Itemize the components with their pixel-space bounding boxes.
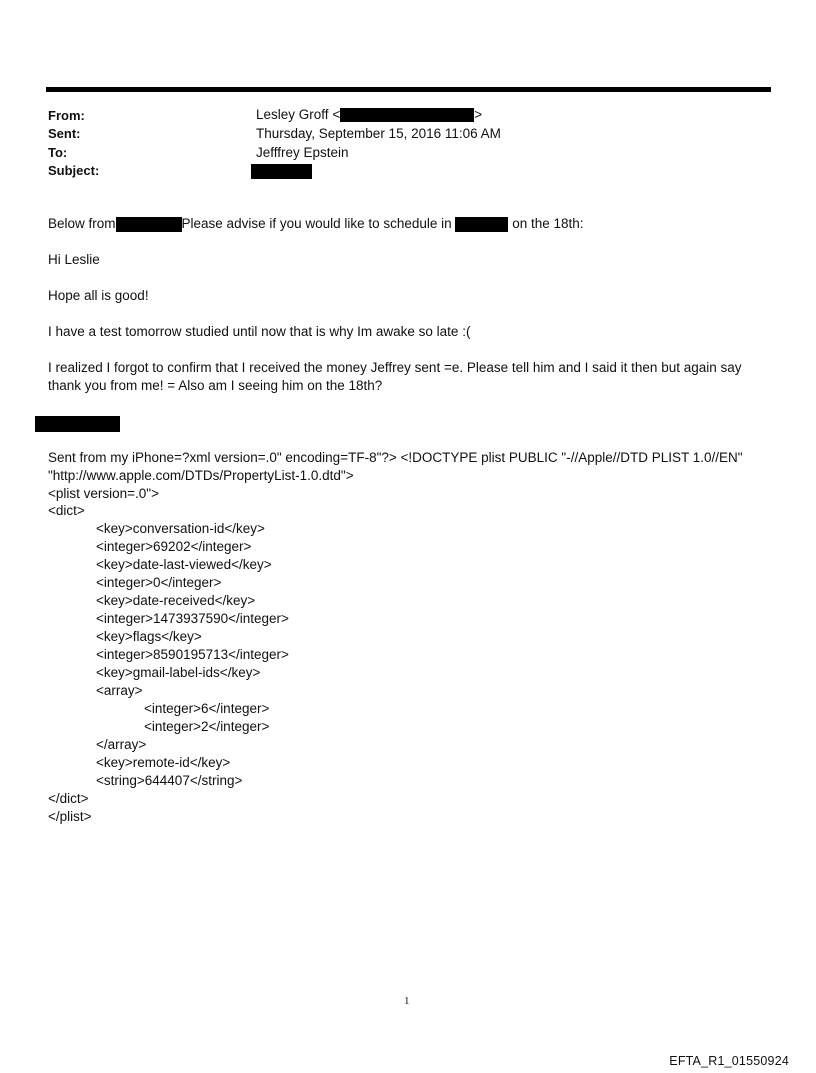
plist-line-integer-last-viewed: <integer>0</integer> — [96, 575, 222, 590]
bates-number: EFTA_R1_01550924 — [669, 1054, 789, 1068]
greeting: Hi Leslie — [48, 252, 100, 267]
header-rule — [46, 87, 771, 92]
message-line-money-2: thank you from me! = Also am I seeing him on the 18th? — [48, 378, 383, 393]
plist-line-key-remote-id: <key>remote-id</key> — [96, 755, 231, 770]
plist-line-key-date-received: <key>date-received</key> — [96, 593, 256, 608]
plist-line-dict-open: <dict> — [48, 503, 85, 518]
email-open-bracket: < — [332, 107, 341, 122]
plist-line-string-remote-id: <string>644407</string> — [96, 773, 243, 788]
redacted-name — [116, 217, 182, 232]
plist-line-integer-conversation: <integer>69202</integer> — [96, 539, 252, 554]
message-line-test: I have a test tomorrow studied until now that is why Im awake so late :( — [48, 324, 471, 339]
intro-line — [48, 215, 584, 233]
intro-part-2: Please advise if you would like to schedule in — [181, 216, 452, 231]
plist-line-integer-label-6: <integer>6</integer> — [144, 701, 270, 716]
intro-part-1: Below from — [48, 216, 116, 231]
plist-line-integer-label-2: <integer>2</integer> — [144, 719, 270, 734]
plist-line-key-gmail-label-ids: <key>gmail-label-ids</key> — [96, 665, 261, 680]
page-number: 1 — [404, 995, 410, 1007]
redacted-location — [455, 217, 508, 232]
sent-label: Sent: — [48, 126, 81, 141]
message-line-money-1: I realized I forgot to confirm that I received the money Jeffrey sent =e. Please tell him and I said it then but again say — [48, 360, 742, 375]
plist-line-key-date-last-viewed: <key>date-last-viewed</key> — [96, 557, 272, 572]
plist-line-dtd: "http://www.apple.com/DTDs/PropertyList-1.0.dtd"> — [48, 468, 354, 483]
plist-line-plist-open: <plist version=.0"> — [48, 486, 159, 501]
plist-line-key-flags: <key>flags</key> — [96, 629, 202, 644]
to-label: To: — [48, 145, 68, 160]
plist-line-key-conversation-id: <key>conversation-id</key> — [96, 521, 265, 536]
from-label: From: — [48, 108, 85, 123]
intro-part-3: on the 18th: — [512, 216, 584, 231]
plist-line-plist-close: </plist> — [48, 809, 92, 824]
from-value — [256, 106, 482, 124]
sent-value: Thursday, September 15, 2016 11:06 AM — [256, 126, 501, 141]
message-line-hope: Hope all is good! — [48, 288, 149, 303]
plist-line-array-close: </array> — [96, 737, 147, 752]
redacted-subject — [251, 164, 312, 179]
plist-line-integer-date-received: <integer>1473937590</integer> — [96, 611, 289, 626]
plist-line-sent-from: Sent from my iPhone=?xml version=.0" encoding=TF-8"?> <!DOCTYPE plist PUBLIC "-//Apple//DTD PLIST 1.0//EN" — [48, 450, 743, 465]
subject-label: Subject: — [48, 163, 100, 178]
plist-line-array-open: <array> — [96, 683, 143, 698]
redacted-signature — [35, 416, 120, 432]
to-value: Jefffrey Epstein — [256, 145, 349, 160]
plist-line-dict-close: </dict> — [48, 791, 89, 806]
email-close-bracket: > — [474, 107, 483, 122]
plist-line-integer-flags: <integer>8590195713</integer> — [96, 647, 289, 662]
redacted-email — [340, 108, 474, 122]
sender-name: Lesley Groff — [256, 107, 329, 122]
